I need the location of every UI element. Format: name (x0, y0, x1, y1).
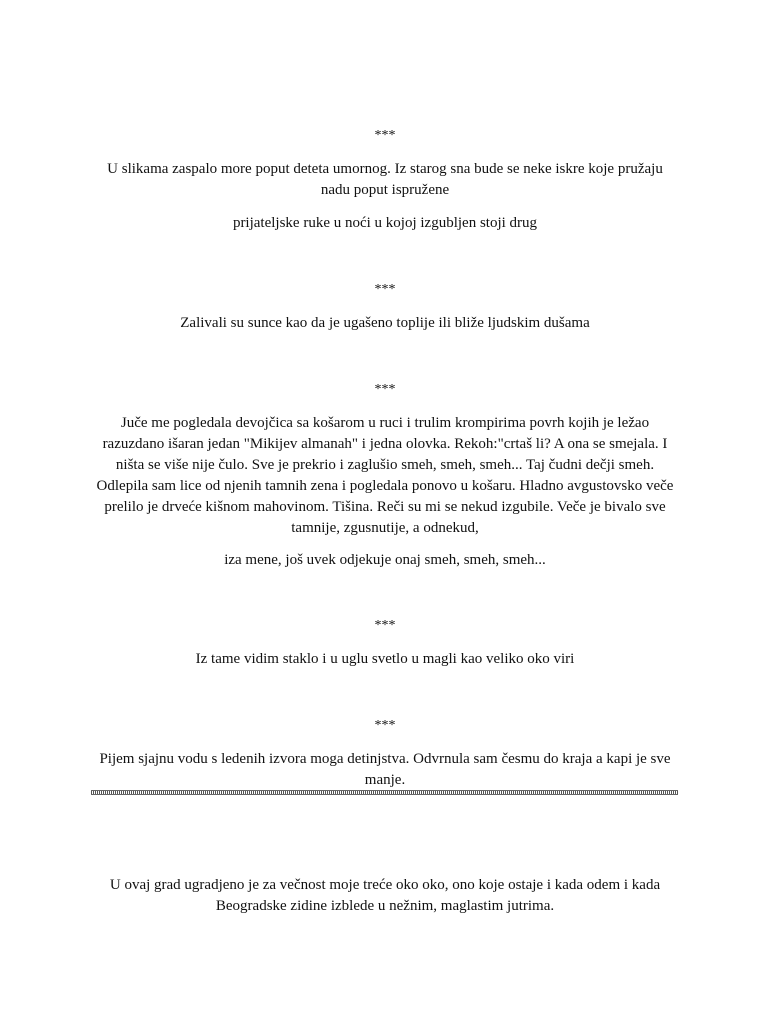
section-separator: *** (374, 128, 396, 143)
horizontal-rule (91, 790, 678, 795)
paragraph: Zalivali su sunce kao da je ugašeno toplije ili bliže ljudskim dušama (180, 315, 590, 331)
paragraph: Iz tame vidim staklo i u uglu svetlo u magli kao veliko oko viri (195, 651, 575, 667)
paragraph: Pijem sjajnu vodu s ledenih izvora moga detinjstva. Odvrnula sam česmu do kraja a kapi je sve manje. (99, 751, 671, 788)
section-separator: *** (374, 282, 396, 297)
section-separator: *** (374, 382, 396, 397)
section-separator: *** (374, 618, 396, 633)
paragraph: Juče me pogledala devojčica sa košarom u ruci i trulim krompirima povrh kojih je ležao razuzdano išaran jedan "Mikijev almanah" i jedna olovka. Rekoh:"crtaš li? A ona se smejala. I ništa se više nije čulo. Sve je prekrio i zaglušio smeh, smeh, smeh... Taj čudni dečji smeh. Odlepila sam lice od njenih tamnih zena i pogledala ponovo u košaru. Hladno avgustovsko veče prelilo je drveće kišnom mahovinom. Tišina. Reči su mi se nekud izgubile. Veče je bivalo sve tamnije, zgusnutije, a odnekud, (96, 415, 674, 536)
closing-paragraph: U ovaj grad ugradjeno je za večnost moje treće oko oko, ono koje ostaje i kada odem i kada Beogradske zidine izblede u nežnim, maglastim jutrima. (109, 877, 661, 914)
paragraph: prijateljske ruke u noći u kojoj izgubljen stoji drug (232, 215, 538, 231)
paragraph: U slikama zaspalo more poput deteta umornog. Iz starog sna bude se neke iskre koje pružaju nadu poput ispružene (107, 161, 663, 198)
paragraph: iza mene, još uvek odjekuje onaj smeh, smeh, smeh... (224, 552, 546, 568)
section-separator: *** (374, 718, 396, 733)
